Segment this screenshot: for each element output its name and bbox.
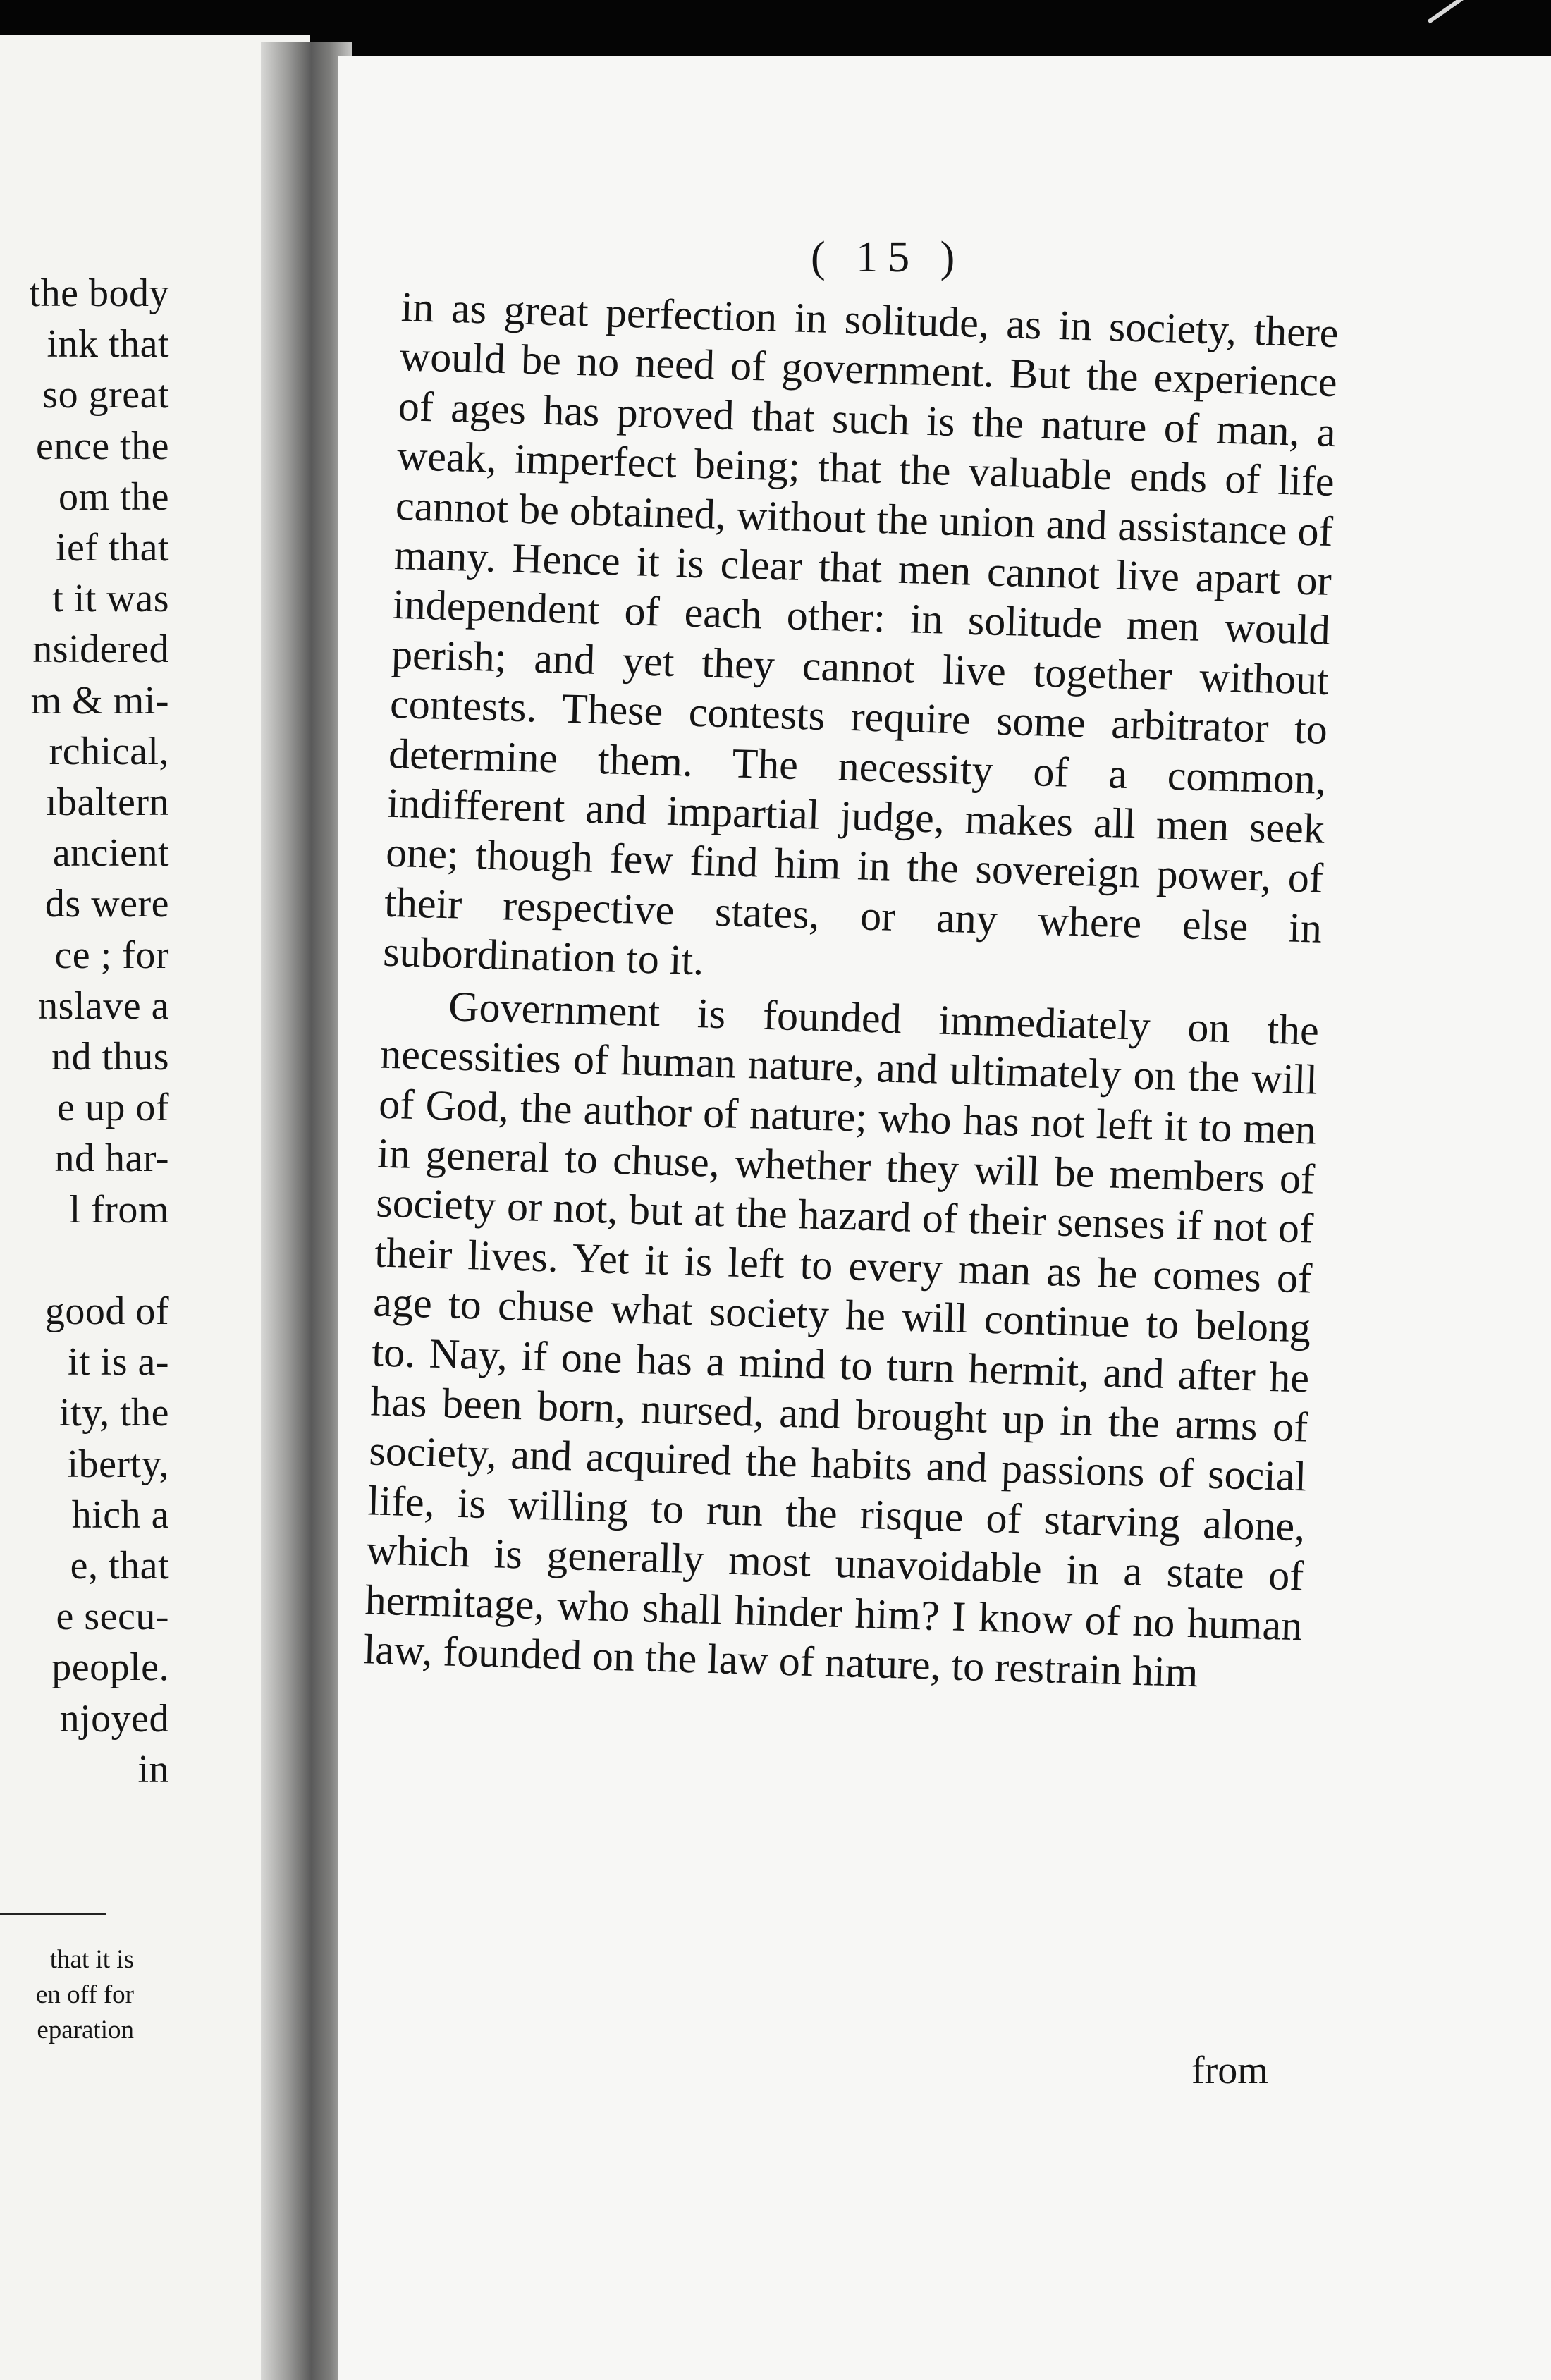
left-line-fragment: iberty,: [67, 1442, 169, 1486]
left-line-fragment: ancient: [52, 831, 169, 876]
left-footnote-fragment: that it is: [49, 1945, 134, 1974]
left-line-fragment: m & mi-: [30, 678, 169, 723]
left-line-fragment: ief that: [55, 526, 169, 570]
left-line-fragment: e up of: [56, 1086, 169, 1130]
left-line-fragment: so great: [42, 373, 169, 417]
left-line-fragment: l from: [69, 1187, 169, 1232]
left-line-fragment: ity, the: [59, 1391, 169, 1435]
footnote-rule: [0, 1913, 106, 1915]
left-footnote-fragment: en off for: [35, 1980, 134, 2009]
paragraph-1: in as great perfection in solitude, as in society, there would be no need of government. But the experience of ages has proved that such is the nature of man, a weak, imperfect being; that the valuable ends of life cannot be obtained, without the union and assistance of many. Hence it is clear that men cannot live apart or independent of each other: in solitude men would perish; and yet they cannot live together without contests. These contests require some arbitrator to determine them. The necessity of a common, indifferent and impartial judge, makes all men seek one; though few find him in the sovereign power, of their respective states, or any where else in subordination to it.: [382, 283, 1340, 984]
left-line-fragment: rchical,: [49, 729, 169, 773]
left-line-fragment: the body: [29, 271, 169, 315]
left-line-fragment: ence the: [36, 424, 169, 468]
left-line-fragment: om the: [59, 474, 169, 519]
left-line-fragment: t it was: [52, 577, 169, 621]
left-line-fragment: ds were: [44, 882, 169, 926]
left-line-fragment: nd har-: [54, 1136, 169, 1181]
left-page-footnote-fragments: [0, 1942, 134, 2048]
left-line-fragment: njoyed: [59, 1696, 169, 1741]
left-line-fragment: in: [137, 1747, 169, 1791]
page-number: ( 15 ): [811, 233, 965, 281]
left-line-fragment: hich a: [71, 1492, 169, 1537]
left-line-fragment: ce ; for: [54, 933, 169, 977]
left-line-fragment: [0, 1235, 169, 1286]
catchword: from: [1191, 2049, 1268, 2092]
left-line-fragment: ıbaltern: [45, 780, 169, 825]
left-line-fragment: people.: [51, 1645, 169, 1690]
left-line-fragment: nd thus: [51, 1035, 169, 1079]
left-line-fragment: nsidered: [32, 627, 169, 672]
right-page-body-text: [363, 282, 1340, 1700]
paragraph-2: Government is founded immediately on the necessities of human nature, and ultimately on the will of God, the author of nature; who has not left it to men in general to chuse, whether they will be members of society or not, but at the hazard of their senses if not of their lives. Yet it is left to every man as he comes of age to chuse what society he will continue to belong to. Nay, if one has a mind to turn hermit, and after he has been born, nursed, and brought up in the arms of society, and acquired the habits and passions of social life, is willing to run the risque of starving alone, which is generally most unavoidable in a state of hermitage, who shall hinder him? I know of no human law, founded on the law of nature, to restrain him: [362, 982, 1320, 1696]
left-line-fragment: ink that: [47, 322, 169, 367]
left-page-text-fragments: [0, 268, 169, 1795]
left-footnote-fragment: eparation: [37, 2016, 134, 2044]
left-line-fragment: nslave a: [38, 983, 169, 1028]
left-line-fragment: e, that: [70, 1544, 169, 1588]
left-line-fragment: good of: [44, 1289, 169, 1334]
left-line-fragment: e secu-: [56, 1595, 169, 1639]
left-line-fragment: it is a-: [68, 1340, 169, 1385]
